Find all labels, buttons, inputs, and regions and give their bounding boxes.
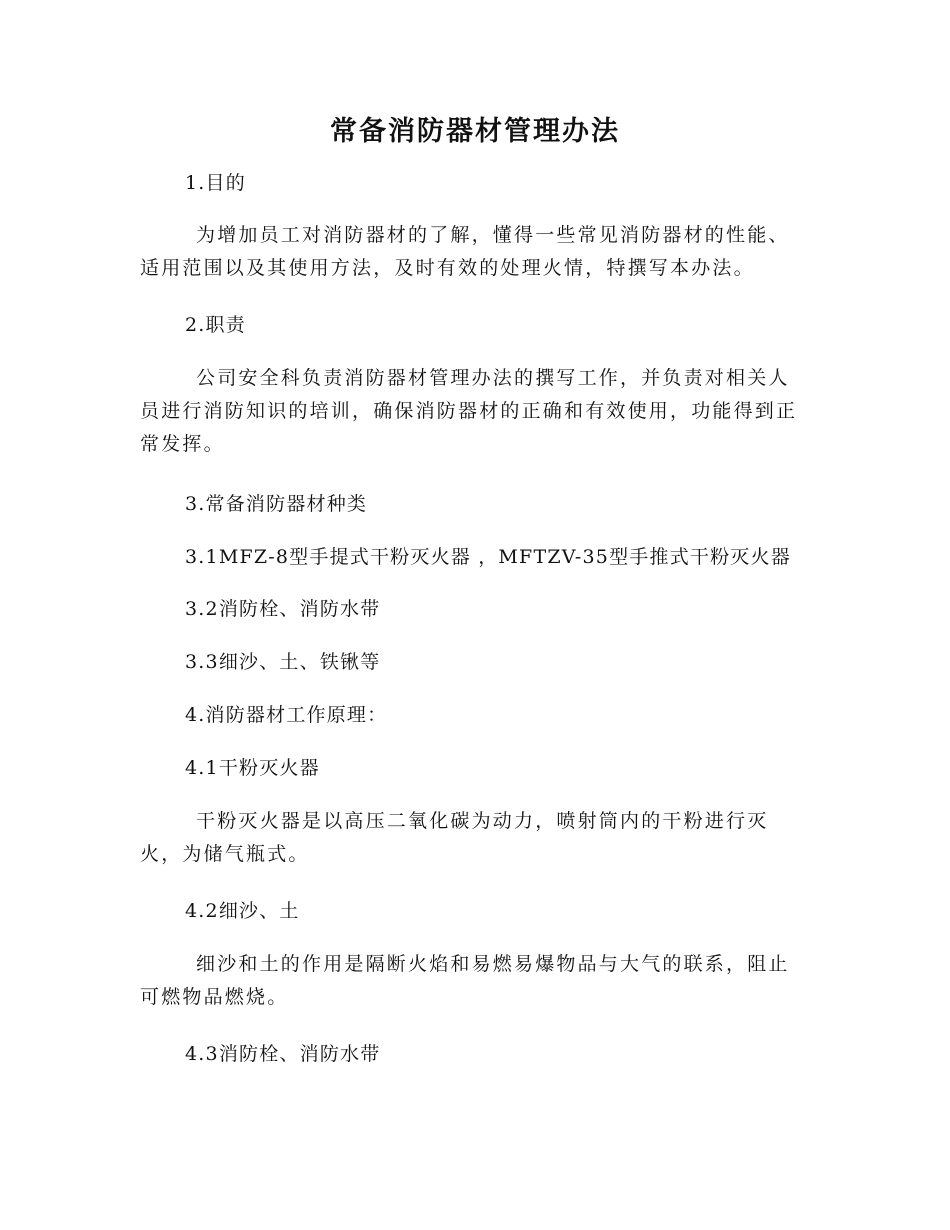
section-1-body: 为增加员工对消防器材的了解，懂得一些常见消防器材的性能、适用范围以及其使用方法，及时有效的处理火情，特撰写本办法。: [140, 224, 790, 279]
document-title: 常备消防器材管理办法: [330, 116, 620, 147]
section-3-2: 3.2消防栓、消防水带: [185, 598, 381, 620]
section-3-1: 3.1MFZ-8型手提式干粉灭火器 ，MFTZV-35型手推式干粉灭火器: [185, 546, 791, 568]
section-4-1-body: 干粉灭火器是以高压二氧化碳为动力，喷射筒内的干粉进行灭火，为储气瓶式。: [140, 810, 769, 865]
section-3-heading: 3.常备消防器材种类: [185, 493, 368, 515]
section-2-heading: 2.职责: [185, 314, 246, 336]
section-4-2-heading: 4.2细沙、土: [185, 900, 300, 922]
section-3-3: 3.3细沙、土、铁锹等: [185, 651, 381, 673]
section-4-3-heading: 4.3消防栓、消防水带: [185, 1043, 381, 1065]
section-4-heading: 4.消防器材工作原理：: [185, 704, 388, 726]
section-4-1-heading: 4.1干粉灭火器: [185, 757, 320, 779]
section-2-body: 公司安全科负责消防器材管理办法的撰写工作，并负责对相关人员进行消防知识的培训，确保消防器材的正确和有效使用，功能得到正常发挥。: [140, 367, 798, 455]
section-1-heading: 1.目的: [185, 172, 246, 194]
section-4-2-body: 细沙和土的作用是隔断火焰和易燃易爆物品与大气的联系，阻止可燃物品燃烧。: [140, 953, 790, 1008]
